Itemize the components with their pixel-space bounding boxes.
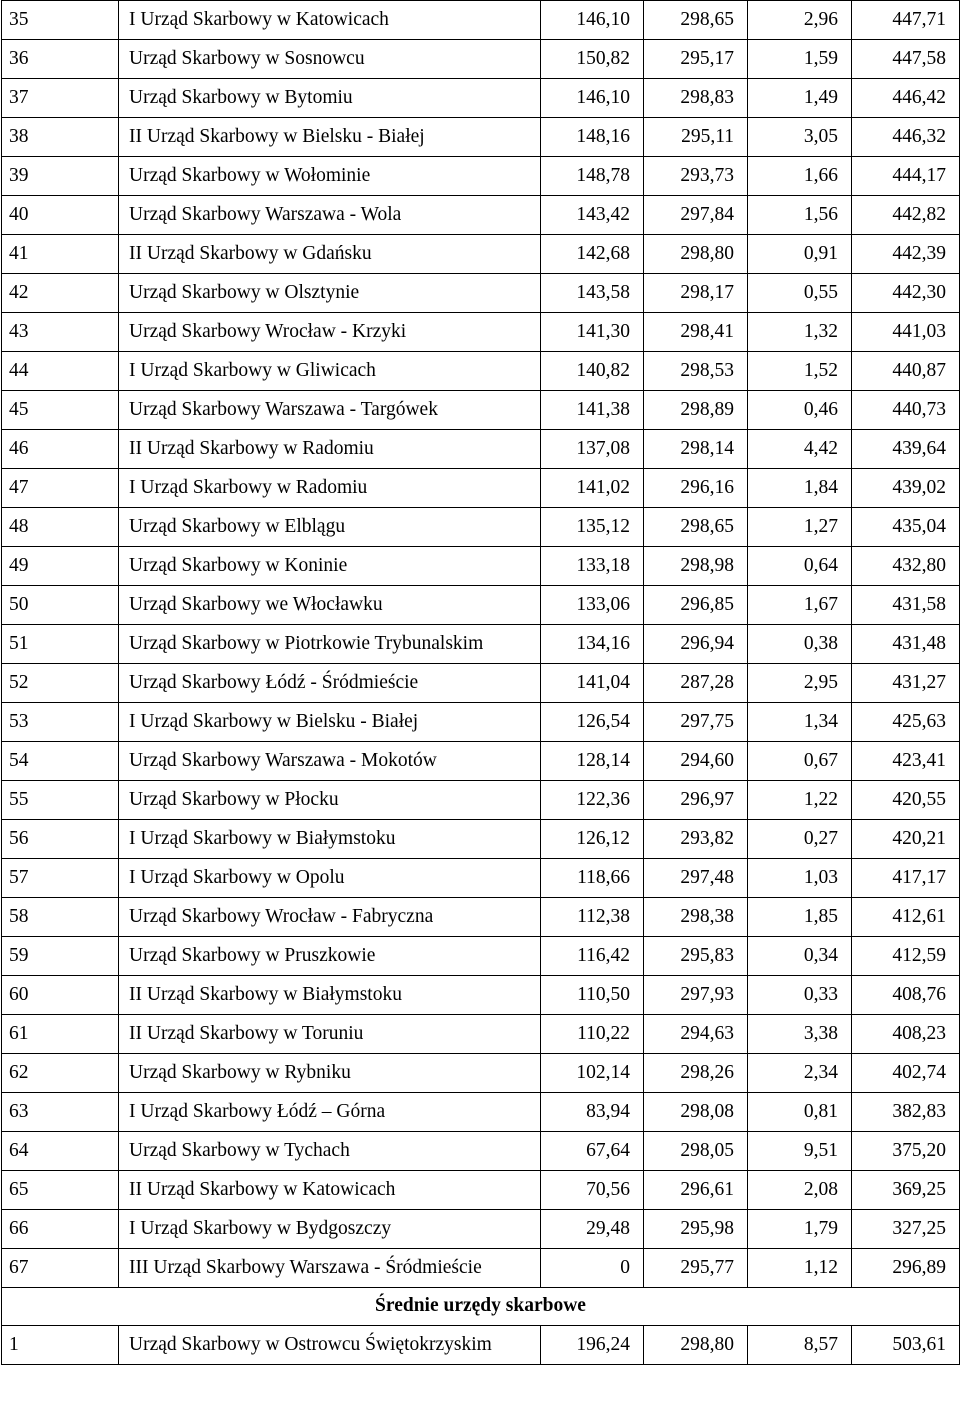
rank-cell: 36 bbox=[2, 40, 119, 79]
value-cell-2: 297,48 bbox=[644, 859, 748, 898]
value-cell-1: 110,22 bbox=[541, 1015, 644, 1054]
table-row bbox=[2, 1210, 960, 1249]
office-name-cell: Urząd Skarbowy Łódź - Śródmieście bbox=[119, 664, 541, 703]
total-cell: 441,03 bbox=[852, 313, 960, 352]
value-cell-2: 298,17 bbox=[644, 274, 748, 313]
table-row bbox=[2, 781, 960, 820]
table-row bbox=[2, 508, 960, 547]
value-cell-3: 8,57 bbox=[748, 1326, 852, 1365]
office-name-cell: I Urząd Skarbowy Łódź – Górna bbox=[119, 1093, 541, 1132]
value-cell-2: 296,94 bbox=[644, 625, 748, 664]
total-cell: 412,61 bbox=[852, 898, 960, 937]
value-cell-1: 133,18 bbox=[541, 547, 644, 586]
value-cell-2: 296,85 bbox=[644, 586, 748, 625]
value-cell-2: 298,14 bbox=[644, 430, 748, 469]
table-row bbox=[2, 625, 960, 664]
value-cell-1: 135,12 bbox=[541, 508, 644, 547]
office-name-cell: II Urząd Skarbowy w Katowicach bbox=[119, 1171, 541, 1210]
value-cell-3: 0,46 bbox=[748, 391, 852, 430]
value-cell-1: 126,12 bbox=[541, 820, 644, 859]
value-cell-3: 1,32 bbox=[748, 313, 852, 352]
table-row bbox=[2, 664, 960, 703]
value-cell-1: 102,14 bbox=[541, 1054, 644, 1093]
rank-cell: 1 bbox=[2, 1326, 119, 1365]
table-row bbox=[2, 1326, 960, 1365]
total-cell: 447,71 bbox=[852, 1, 960, 40]
table-row bbox=[2, 430, 960, 469]
value-cell-2: 298,80 bbox=[644, 1326, 748, 1365]
office-name-cell: I Urząd Skarbowy w Opolu bbox=[119, 859, 541, 898]
office-name-cell: Urząd Skarbowy w Elblągu bbox=[119, 508, 541, 547]
table-row bbox=[2, 118, 960, 157]
value-cell-3: 9,51 bbox=[748, 1132, 852, 1171]
table-row bbox=[2, 937, 960, 976]
total-cell: 402,74 bbox=[852, 1054, 960, 1093]
value-cell-1: 118,66 bbox=[541, 859, 644, 898]
table-row bbox=[2, 586, 960, 625]
total-cell: 440,87 bbox=[852, 352, 960, 391]
value-cell-2: 293,82 bbox=[644, 820, 748, 859]
value-cell-1: 141,02 bbox=[541, 469, 644, 508]
rank-cell: 47 bbox=[2, 469, 119, 508]
value-cell-1: 141,30 bbox=[541, 313, 644, 352]
total-cell: 420,21 bbox=[852, 820, 960, 859]
table-row bbox=[2, 859, 960, 898]
value-cell-3: 4,42 bbox=[748, 430, 852, 469]
office-name-cell: Urząd Skarbowy w Ostrowcu Świętokrzyskim bbox=[119, 1326, 541, 1365]
total-cell: 503,61 bbox=[852, 1326, 960, 1365]
total-cell: 435,04 bbox=[852, 508, 960, 547]
value-cell-3: 1,12 bbox=[748, 1249, 852, 1288]
table-row bbox=[2, 547, 960, 586]
table-row bbox=[2, 352, 960, 391]
value-cell-1: 146,10 bbox=[541, 1, 644, 40]
office-name-cell: Urząd Skarbowy Warszawa - Mokotów bbox=[119, 742, 541, 781]
total-cell: 423,41 bbox=[852, 742, 960, 781]
table-row bbox=[2, 976, 960, 1015]
value-cell-3: 3,05 bbox=[748, 118, 852, 157]
table-row bbox=[2, 1249, 960, 1288]
office-name-cell: Urząd Skarbowy w Piotrkowie Trybunalskim bbox=[119, 625, 541, 664]
value-cell-2: 295,77 bbox=[644, 1249, 748, 1288]
table-row bbox=[2, 1171, 960, 1210]
office-name-cell: I Urząd Skarbowy w Bydgoszczy bbox=[119, 1210, 541, 1249]
value-cell-2: 296,16 bbox=[644, 469, 748, 508]
rank-cell: 57 bbox=[2, 859, 119, 898]
office-name-cell: Urząd Skarbowy w Tychach bbox=[119, 1132, 541, 1171]
value-cell-2: 298,53 bbox=[644, 352, 748, 391]
value-cell-1: 140,82 bbox=[541, 352, 644, 391]
total-cell: 412,59 bbox=[852, 937, 960, 976]
value-cell-2: 298,65 bbox=[644, 1, 748, 40]
value-cell-3: 1,67 bbox=[748, 586, 852, 625]
rank-cell: 50 bbox=[2, 586, 119, 625]
total-cell: 440,73 bbox=[852, 391, 960, 430]
rank-cell: 54 bbox=[2, 742, 119, 781]
value-cell-2: 295,98 bbox=[644, 1210, 748, 1249]
value-cell-1: 150,82 bbox=[541, 40, 644, 79]
value-cell-3: 2,95 bbox=[748, 664, 852, 703]
value-cell-3: 0,27 bbox=[748, 820, 852, 859]
office-name-cell: Urząd Skarbowy w Koninie bbox=[119, 547, 541, 586]
office-name-cell: II Urząd Skarbowy w Radomiu bbox=[119, 430, 541, 469]
table-row bbox=[2, 157, 960, 196]
value-cell-3: 0,38 bbox=[748, 625, 852, 664]
total-cell: 446,32 bbox=[852, 118, 960, 157]
value-cell-1: 133,06 bbox=[541, 586, 644, 625]
value-cell-1: 29,48 bbox=[541, 1210, 644, 1249]
table-row bbox=[2, 1015, 960, 1054]
office-name-cell: III Urząd Skarbowy Warszawa - Śródmieście bbox=[119, 1249, 541, 1288]
total-cell: 439,64 bbox=[852, 430, 960, 469]
value-cell-1: 148,16 bbox=[541, 118, 644, 157]
office-name-cell: Urząd Skarbowy w Płocku bbox=[119, 781, 541, 820]
value-cell-1: 142,68 bbox=[541, 235, 644, 274]
value-cell-2: 294,60 bbox=[644, 742, 748, 781]
value-cell-3: 1,34 bbox=[748, 703, 852, 742]
office-name-cell: I Urząd Skarbowy w Białymstoku bbox=[119, 820, 541, 859]
total-cell: 375,20 bbox=[852, 1132, 960, 1171]
value-cell-2: 298,38 bbox=[644, 898, 748, 937]
value-cell-3: 0,81 bbox=[748, 1093, 852, 1132]
value-cell-2: 295,83 bbox=[644, 937, 748, 976]
table-row bbox=[2, 1132, 960, 1171]
value-cell-3: 1,49 bbox=[748, 79, 852, 118]
value-cell-1: 134,16 bbox=[541, 625, 644, 664]
value-cell-1: 196,24 bbox=[541, 1326, 644, 1365]
rank-cell: 48 bbox=[2, 508, 119, 547]
total-cell: 417,17 bbox=[852, 859, 960, 898]
rank-cell: 64 bbox=[2, 1132, 119, 1171]
office-name-cell: Urząd Skarbowy w Rybniku bbox=[119, 1054, 541, 1093]
table-row bbox=[2, 196, 960, 235]
rank-cell: 66 bbox=[2, 1210, 119, 1249]
value-cell-3: 1,56 bbox=[748, 196, 852, 235]
value-cell-2: 297,84 bbox=[644, 196, 748, 235]
rank-cell: 37 bbox=[2, 79, 119, 118]
rank-cell: 39 bbox=[2, 157, 119, 196]
value-cell-3: 1,27 bbox=[748, 508, 852, 547]
office-name-cell: Urząd Skarbowy Warszawa - Targówek bbox=[119, 391, 541, 430]
value-cell-2: 298,41 bbox=[644, 313, 748, 352]
value-cell-2: 296,61 bbox=[644, 1171, 748, 1210]
total-cell: 447,58 bbox=[852, 40, 960, 79]
value-cell-3: 1,84 bbox=[748, 469, 852, 508]
office-name-cell: Urząd Skarbowy we Włocławku bbox=[119, 586, 541, 625]
rank-cell: 56 bbox=[2, 820, 119, 859]
value-cell-2: 294,63 bbox=[644, 1015, 748, 1054]
value-cell-3: 1,22 bbox=[748, 781, 852, 820]
office-name-cell: II Urząd Skarbowy w Bielsku - Białej bbox=[119, 118, 541, 157]
value-cell-3: 0,64 bbox=[748, 547, 852, 586]
value-cell-1: 141,04 bbox=[541, 664, 644, 703]
value-cell-3: 1,66 bbox=[748, 157, 852, 196]
value-cell-2: 298,26 bbox=[644, 1054, 748, 1093]
total-cell: 425,63 bbox=[852, 703, 960, 742]
total-cell: 444,17 bbox=[852, 157, 960, 196]
value-cell-3: 0,67 bbox=[748, 742, 852, 781]
office-name-cell: I Urząd Skarbowy w Radomiu bbox=[119, 469, 541, 508]
total-cell: 382,83 bbox=[852, 1093, 960, 1132]
rank-cell: 49 bbox=[2, 547, 119, 586]
rank-cell: 45 bbox=[2, 391, 119, 430]
value-cell-1: 143,42 bbox=[541, 196, 644, 235]
total-cell: 442,39 bbox=[852, 235, 960, 274]
table-row bbox=[2, 820, 960, 859]
total-cell: 431,48 bbox=[852, 625, 960, 664]
total-cell: 431,27 bbox=[852, 664, 960, 703]
value-cell-1: 148,78 bbox=[541, 157, 644, 196]
value-cell-1: 137,08 bbox=[541, 430, 644, 469]
office-name-cell: Urząd Skarbowy w Bytomiu bbox=[119, 79, 541, 118]
total-cell: 327,25 bbox=[852, 1210, 960, 1249]
table-row bbox=[2, 898, 960, 937]
value-cell-3: 0,55 bbox=[748, 274, 852, 313]
total-cell: 408,76 bbox=[852, 976, 960, 1015]
value-cell-1: 116,42 bbox=[541, 937, 644, 976]
office-name-cell: Urząd Skarbowy Warszawa - Wola bbox=[119, 196, 541, 235]
value-cell-1: 126,54 bbox=[541, 703, 644, 742]
total-cell: 432,80 bbox=[852, 547, 960, 586]
total-cell: 431,58 bbox=[852, 586, 960, 625]
rank-cell: 35 bbox=[2, 1, 119, 40]
rank-cell: 53 bbox=[2, 703, 119, 742]
value-cell-1: 146,10 bbox=[541, 79, 644, 118]
value-cell-3: 1,85 bbox=[748, 898, 852, 937]
value-cell-1: 70,56 bbox=[541, 1171, 644, 1210]
office-name-cell: Urząd Skarbowy w Pruszkowie bbox=[119, 937, 541, 976]
rank-cell: 67 bbox=[2, 1249, 119, 1288]
rank-cell: 52 bbox=[2, 664, 119, 703]
value-cell-3: 2,96 bbox=[748, 1, 852, 40]
total-cell: 369,25 bbox=[852, 1171, 960, 1210]
value-cell-1: 143,58 bbox=[541, 274, 644, 313]
rank-cell: 38 bbox=[2, 118, 119, 157]
table-row bbox=[2, 703, 960, 742]
value-cell-3: 2,08 bbox=[748, 1171, 852, 1210]
total-cell: 408,23 bbox=[852, 1015, 960, 1054]
value-cell-2: 297,93 bbox=[644, 976, 748, 1015]
value-cell-2: 298,89 bbox=[644, 391, 748, 430]
table-row bbox=[2, 235, 960, 274]
value-cell-2: 293,73 bbox=[644, 157, 748, 196]
value-cell-2: 295,11 bbox=[644, 118, 748, 157]
ranking-table bbox=[1, 0, 960, 1365]
value-cell-1: 83,94 bbox=[541, 1093, 644, 1132]
total-cell: 439,02 bbox=[852, 469, 960, 508]
table-row bbox=[2, 274, 960, 313]
office-name-cell: I Urząd Skarbowy w Bielsku - Białej bbox=[119, 703, 541, 742]
rank-cell: 44 bbox=[2, 352, 119, 391]
rank-cell: 43 bbox=[2, 313, 119, 352]
section-title: Średnie urzędy skarbowe bbox=[2, 1288, 960, 1326]
table-row bbox=[2, 391, 960, 430]
rank-cell: 46 bbox=[2, 430, 119, 469]
office-name-cell: II Urząd Skarbowy w Toruniu bbox=[119, 1015, 541, 1054]
table-row bbox=[2, 1054, 960, 1093]
rank-cell: 59 bbox=[2, 937, 119, 976]
office-name-cell: I Urząd Skarbowy w Katowicach bbox=[119, 1, 541, 40]
value-cell-1: 122,36 bbox=[541, 781, 644, 820]
section-header-row bbox=[2, 1288, 960, 1326]
office-name-cell: II Urząd Skarbowy w Gdańsku bbox=[119, 235, 541, 274]
rank-cell: 63 bbox=[2, 1093, 119, 1132]
value-cell-1: 0 bbox=[541, 1249, 644, 1288]
value-cell-2: 287,28 bbox=[644, 664, 748, 703]
office-name-cell: Urząd Skarbowy Wrocław - Fabryczna bbox=[119, 898, 541, 937]
value-cell-1: 110,50 bbox=[541, 976, 644, 1015]
ranking-table-body bbox=[2, 1, 960, 1365]
rank-cell: 65 bbox=[2, 1171, 119, 1210]
rank-cell: 41 bbox=[2, 235, 119, 274]
rank-cell: 62 bbox=[2, 1054, 119, 1093]
office-name-cell: Urząd Skarbowy w Wołominie bbox=[119, 157, 541, 196]
value-cell-1: 112,38 bbox=[541, 898, 644, 937]
total-cell: 442,82 bbox=[852, 196, 960, 235]
value-cell-1: 128,14 bbox=[541, 742, 644, 781]
value-cell-3: 1,03 bbox=[748, 859, 852, 898]
value-cell-3: 1,79 bbox=[748, 1210, 852, 1249]
total-cell: 420,55 bbox=[852, 781, 960, 820]
rank-cell: 58 bbox=[2, 898, 119, 937]
value-cell-2: 298,98 bbox=[644, 547, 748, 586]
value-cell-3: 0,34 bbox=[748, 937, 852, 976]
table-row bbox=[2, 313, 960, 352]
rank-cell: 42 bbox=[2, 274, 119, 313]
value-cell-2: 298,08 bbox=[644, 1093, 748, 1132]
total-cell: 296,89 bbox=[852, 1249, 960, 1288]
value-cell-3: 1,59 bbox=[748, 40, 852, 79]
office-name-cell: Urząd Skarbowy Wrocław - Krzyki bbox=[119, 313, 541, 352]
value-cell-1: 67,64 bbox=[541, 1132, 644, 1171]
rank-cell: 55 bbox=[2, 781, 119, 820]
value-cell-2: 296,97 bbox=[644, 781, 748, 820]
value-cell-2: 298,65 bbox=[644, 508, 748, 547]
rank-cell: 61 bbox=[2, 1015, 119, 1054]
table-row bbox=[2, 742, 960, 781]
value-cell-2: 298,05 bbox=[644, 1132, 748, 1171]
table-row bbox=[2, 40, 960, 79]
office-name-cell: I Urząd Skarbowy w Gliwicach bbox=[119, 352, 541, 391]
value-cell-3: 0,91 bbox=[748, 235, 852, 274]
office-name-cell: II Urząd Skarbowy w Białymstoku bbox=[119, 976, 541, 1015]
value-cell-2: 295,17 bbox=[644, 40, 748, 79]
table-row bbox=[2, 1, 960, 40]
table-row bbox=[2, 79, 960, 118]
value-cell-2: 297,75 bbox=[644, 703, 748, 742]
table-row bbox=[2, 1093, 960, 1132]
total-cell: 446,42 bbox=[852, 79, 960, 118]
rank-cell: 40 bbox=[2, 196, 119, 235]
value-cell-2: 298,80 bbox=[644, 235, 748, 274]
office-name-cell: Urząd Skarbowy w Sosnowcu bbox=[119, 40, 541, 79]
value-cell-3: 2,34 bbox=[748, 1054, 852, 1093]
rank-cell: 51 bbox=[2, 625, 119, 664]
value-cell-2: 298,83 bbox=[644, 79, 748, 118]
value-cell-3: 0,33 bbox=[748, 976, 852, 1015]
table-row bbox=[2, 469, 960, 508]
value-cell-3: 1,52 bbox=[748, 352, 852, 391]
rank-cell: 60 bbox=[2, 976, 119, 1015]
value-cell-1: 141,38 bbox=[541, 391, 644, 430]
office-name-cell: Urząd Skarbowy w Olsztynie bbox=[119, 274, 541, 313]
value-cell-3: 3,38 bbox=[748, 1015, 852, 1054]
total-cell: 442,30 bbox=[852, 274, 960, 313]
